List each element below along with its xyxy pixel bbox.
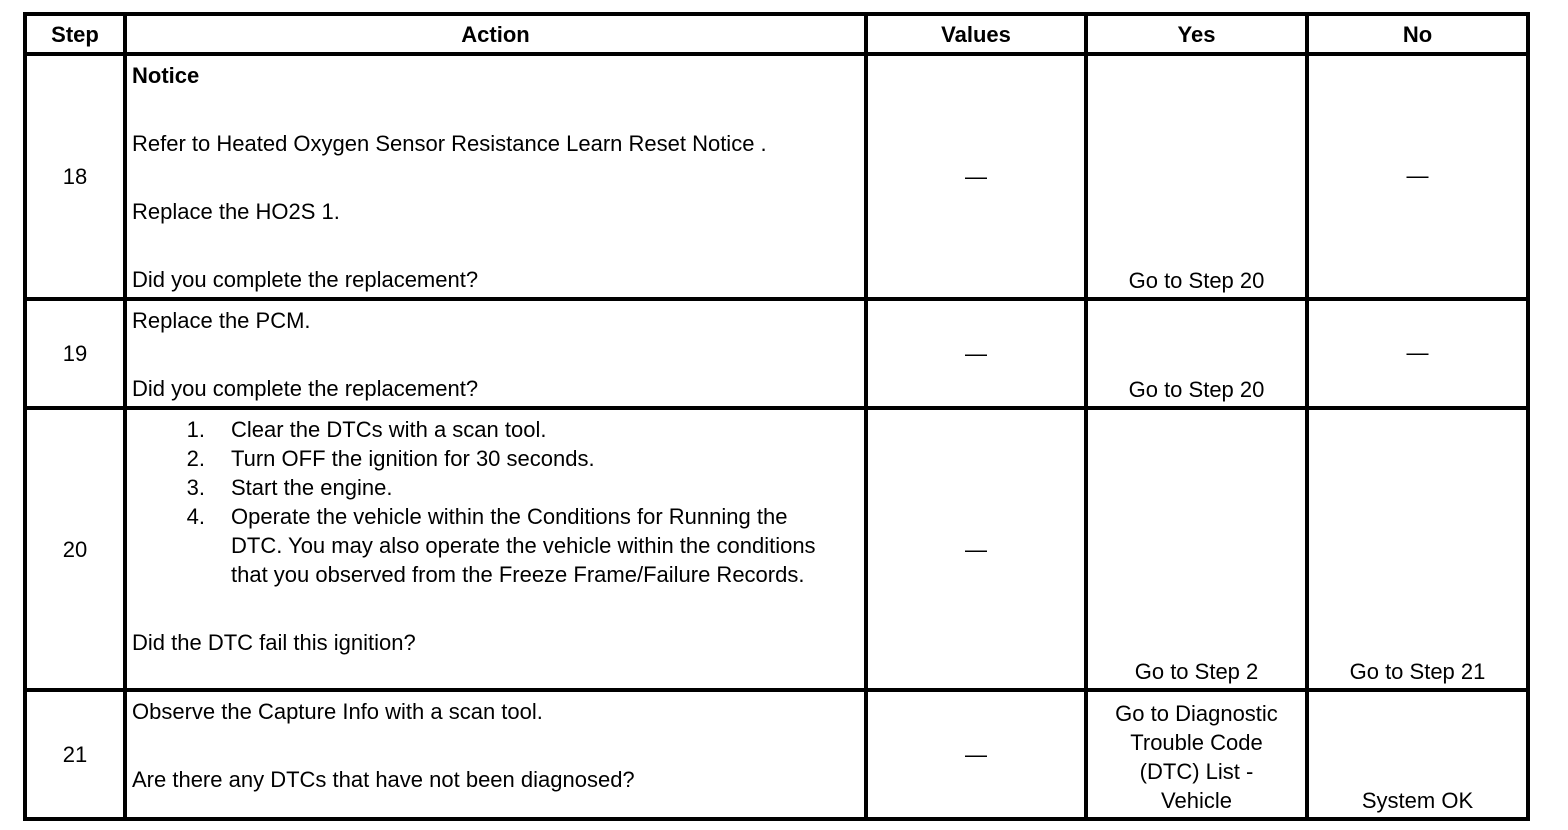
values-cell: — xyxy=(866,54,1086,299)
values-cell: — xyxy=(866,299,1086,408)
action-cell xyxy=(125,299,866,408)
step-number: 18 xyxy=(25,54,125,299)
question-text: Are there any DTCs that have not been diagnosed? xyxy=(132,767,635,792)
no-cell xyxy=(1307,299,1528,408)
list-number: 1. xyxy=(186,417,205,442)
yes-link-text[interactable]: Go to Diagnostic Trouble Code (DTC) List - Vehicle xyxy=(1115,701,1278,813)
no-link[interactable]: Go to Step 21 xyxy=(1307,408,1528,690)
values-cell: — xyxy=(866,408,1086,690)
yes-link[interactable] xyxy=(1086,690,1307,819)
procedure-list xyxy=(132,415,860,589)
list-text: Clear the DTCs with a scan tool. xyxy=(231,417,547,442)
action-cell xyxy=(125,690,866,819)
yes-link[interactable]: Go to Step 20 xyxy=(1086,299,1307,408)
diagnostic-table xyxy=(23,12,1530,821)
values-cell: — xyxy=(866,690,1086,819)
header-action: Action xyxy=(125,14,866,54)
action-cell xyxy=(125,54,866,299)
yes-link[interactable]: Go to Step 20 xyxy=(1086,54,1307,299)
list-number: 4. xyxy=(186,504,205,529)
no-cell xyxy=(1307,54,1528,299)
table-row xyxy=(25,408,1528,690)
step-number: 19 xyxy=(25,299,125,408)
step-number: 21 xyxy=(25,690,125,819)
list-number: 2. xyxy=(186,446,205,471)
notice-title: Notice xyxy=(132,63,200,88)
no-value: — xyxy=(1406,340,1429,365)
action-cell xyxy=(125,408,866,690)
list-item xyxy=(132,415,860,444)
question-text: Did the DTC fail this ignition? xyxy=(132,630,416,655)
no-result: System OK xyxy=(1307,690,1528,819)
instruction-text: Observe the Capture Info with a scan tool. xyxy=(132,699,543,724)
header-no: No xyxy=(1307,14,1528,54)
step-number: 20 xyxy=(25,408,125,690)
list-number: 3. xyxy=(186,475,205,500)
list-text: Turn OFF the ignition for 30 seconds. xyxy=(231,446,595,471)
header-row xyxy=(25,14,1528,54)
table-row xyxy=(25,690,1528,819)
header-yes: Yes xyxy=(1086,14,1307,54)
no-value: — xyxy=(1406,163,1429,188)
instruction-text: Replace the PCM. xyxy=(132,308,311,333)
table-row xyxy=(25,54,1528,299)
list-text: Start the engine. xyxy=(231,475,393,500)
header-values: Values xyxy=(866,14,1086,54)
list-text: Operate the vehicle within the Conditions for Running the DTC. You may also operate the vehicle within the conditions that you observed from the Freeze Frame/Failure Records. xyxy=(231,504,816,587)
list-item xyxy=(132,444,860,473)
table-row xyxy=(25,299,1528,408)
question-text: Did you complete the replacement? xyxy=(132,267,479,292)
question-text: Did you complete the replacement? xyxy=(132,376,479,401)
yes-link[interactable]: Go to Step 2 xyxy=(1086,408,1307,690)
list-item xyxy=(132,473,860,502)
header-step: Step xyxy=(25,14,125,54)
notice-text: Refer to Heated Oxygen Sensor Resistance Learn Reset Notice . xyxy=(132,131,767,156)
instruction-text: Replace the HO2S 1. xyxy=(132,199,340,224)
list-item xyxy=(132,502,860,589)
